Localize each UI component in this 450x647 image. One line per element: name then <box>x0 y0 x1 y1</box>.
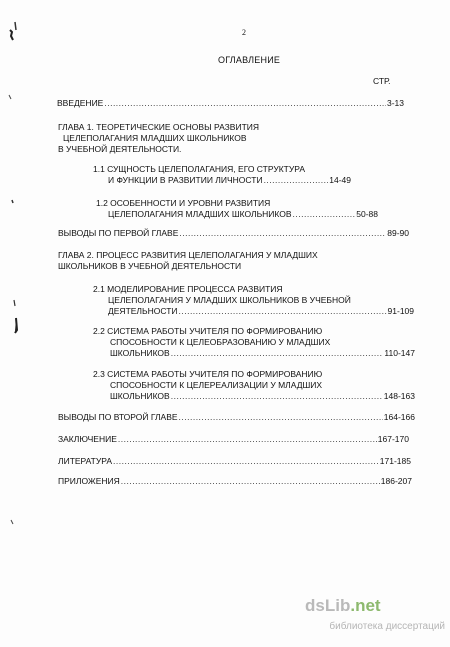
section-2-3-entry <box>110 391 415 401</box>
toc-entry-literature <box>58 456 411 466</box>
toc-entry-pages: 186-207 <box>380 476 412 486</box>
watermark-logo-tld: .net <box>350 596 381 615</box>
toc-entry-label: ВЫВОДЫ ПО ПЕРВОЙ ГЛАВЕ <box>58 228 179 238</box>
section-1-1-line1: 1.1 СУЩНОСТЬ ЦЕЛЕПОЛАГАНИЯ, ЕГО СТРУКТУРА <box>93 164 306 174</box>
toc-entry-pages: 91-109 <box>387 306 414 316</box>
toc-entry-intro <box>57 98 404 108</box>
section-1-2-entry <box>108 209 378 219</box>
chapter2-heading-line1: ГЛАВА 2. ПРОЦЕСС РАЗВИТИЯ ЦЕЛЕПОЛАГАНИЯ У МЛАДШИХ <box>58 250 318 260</box>
section-2-3-line1: 2.3 СИСТЕМА РАБОТЫ УЧИТЕЛЯ ПО ФОРМИРОВАНИЮ <box>93 369 323 379</box>
toc-entry-label: ЛИТЕРАТУРА <box>58 456 113 466</box>
dot-leader <box>171 391 383 401</box>
section-2-1-line1: 2.1 МОДЕЛИРОВАНИЕ ПРОЦЕССА РАЗВИТИЯ <box>93 284 283 294</box>
watermark-subtitle: библиотека диссертаций <box>329 621 445 632</box>
chapter1-heading-line3: В УЧЕБНОЙ ДЕЯТЕЛЬНОСТИ. <box>58 144 182 154</box>
toc-entry-pages: 171-185 <box>379 456 411 466</box>
toc-entry-label: ШКОЛЬНИКОВ <box>110 348 170 358</box>
toc-entry-label: ШКОЛЬНИКОВ <box>110 391 170 401</box>
toc-entry-pages: 164-166 <box>383 412 415 422</box>
section-2-3-line2: СПОСОБНОСТИ К ЦЕЛЕРЕАЛИЗАЦИИ У МЛАДШИХ <box>110 380 323 390</box>
toc-entry-label: ВВЕДЕНИЕ <box>57 98 104 108</box>
scan-edge-artifacts <box>0 0 28 647</box>
section-2-1-line2: ЦЕЛЕПОЛАГАНИЯ У МЛАДШИХ ШКОЛЬНИКОВ В УЧЕБНОЙ <box>108 295 351 305</box>
toc-entry-conclusion <box>58 434 409 444</box>
section-2-2-entry <box>110 348 415 358</box>
section-2-2-line1: 2.2 СИСТЕМА РАБОТЫ УЧИТЕЛЯ ПО ФОРМИРОВАНИЮ <box>93 326 323 336</box>
section-1-2-line1: 1.2 ОСОБЕННОСТИ И УРОВНИ РАЗВИТИЯ <box>96 198 271 208</box>
toc-entry-label: ЦЕЛЕПОЛАГАНИЯ МЛАДШИХ ШКОЛЬНИКОВ <box>108 209 292 219</box>
dot-leader <box>264 175 329 185</box>
dot-leader <box>293 209 356 219</box>
toc-entry-label: ВЫВОДЫ ПО ВТОРОЙ ГЛАВЕ <box>58 412 178 422</box>
watermark-logo <box>305 596 381 616</box>
watermark-logo-main: dsLib <box>305 596 351 615</box>
toc-entry-pages: 3-13 <box>386 98 404 108</box>
toc-entry-label: ДЕЯТЕЛЬНОСТИ <box>108 306 178 316</box>
page-number: 2 <box>242 28 246 37</box>
toc-entry-label: ЗАКЛЮЧЕНИЕ <box>58 434 117 444</box>
dot-leader <box>118 434 377 444</box>
toc-entry-pages: 167-170 <box>377 434 409 444</box>
dot-leader <box>179 412 383 422</box>
toc-entry-pages: 50-88 <box>356 209 378 219</box>
chapter2-conclusions-entry <box>58 412 415 422</box>
dot-leader <box>179 228 386 238</box>
toc-entry-pages: 110-147 <box>384 348 415 358</box>
toc-entry-label: ПРИЛОЖЕНИЯ <box>58 476 120 486</box>
toc-entry-pages: 14-49 <box>329 175 351 185</box>
toc-title: ОГЛАВЛЕНИЕ <box>218 55 281 65</box>
dot-leader <box>179 306 387 316</box>
section-2-1-entry <box>108 306 414 316</box>
section-1-1-entry <box>108 175 351 185</box>
toc-entry-pages: 148-163 <box>383 391 415 401</box>
section-2-2-line2: СПОСОБНОСТИ К ЦЕЛЕОБРАЗОВАНИЮ У МЛАДШИХ <box>110 337 331 347</box>
dot-leader <box>171 348 384 358</box>
chapter1-conclusions-entry <box>58 228 409 238</box>
watermark <box>305 596 445 636</box>
chapter2-heading-line2: ШКОЛЬНИКОВ В УЧЕБНОЙ ДЕЯТЕЛЬНОСТИ <box>58 261 242 271</box>
toc-entry-appendices <box>58 476 412 486</box>
dot-leader <box>113 456 379 466</box>
dot-leader <box>104 98 386 108</box>
dot-leader <box>121 476 380 486</box>
toc-entry-label: И ФУНКЦИИ В РАЗВИТИИ ЛИЧНОСТИ <box>108 175 263 185</box>
chapter1-heading-line1: ГЛАВА 1. ТЕОРЕТИЧЕСКИЕ ОСНОВЫ РАЗВИТИЯ <box>58 122 260 132</box>
chapter1-heading-line2: ЦЕЛЕПОЛАГАНИЯ МЛАДШИХ ШКОЛЬНИКОВ <box>63 133 247 143</box>
page-column-header: СТР. <box>373 76 391 86</box>
toc-entry-pages: 89-90 <box>387 228 409 238</box>
